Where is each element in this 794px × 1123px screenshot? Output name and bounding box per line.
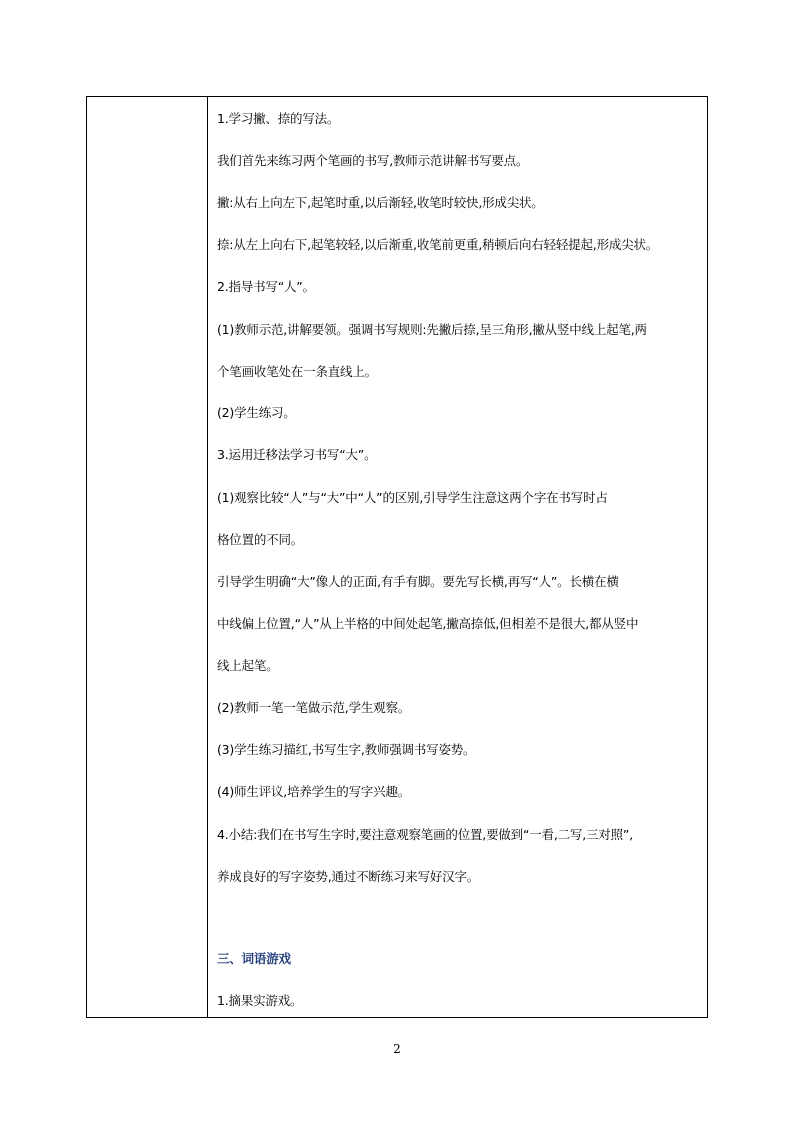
paragraph: 4.小结:我们在书写生字时,要注意观察笔画的位置,要做到“一看,二写,三对照”, bbox=[217, 827, 633, 842]
paragraph: 我们首先来练习两个笔画的书写,教师示范讲解书写要点。 bbox=[217, 153, 529, 168]
paragraph: (2)学生练习。 bbox=[217, 405, 296, 420]
paragraph: 3.运用迁移法学习书写“大”。 bbox=[217, 447, 377, 462]
paragraph: 个笔画收笔处在一条直线上。 bbox=[217, 364, 377, 379]
paragraph: 中线偏上位置,“人”从上半格的中间处起笔,撇高捺低,但相差不是很大,都从竖中 bbox=[217, 616, 639, 631]
paragraph: 引导学生明确“大”像人的正面,有手有脚。要先写长横,再写“人”。长横在横 bbox=[217, 574, 619, 589]
column-divider bbox=[207, 97, 208, 1017]
paragraph: (4)师生评议,培养学生的写字兴趣。 bbox=[217, 784, 411, 799]
page-number: 2 bbox=[393, 1042, 401, 1056]
paragraph: (1)教师示范,讲解要领。强调书写规则:先撇后捺,呈三角形,撇从竖中线上起笔,两 bbox=[217, 322, 647, 337]
lesson-table bbox=[86, 96, 708, 1018]
paragraph: 1.学习撇、捺的写法。 bbox=[217, 111, 340, 126]
left-empty-cell bbox=[87, 97, 207, 1017]
paragraph: (3)学生练习描红,书写生字,教师强调书写姿势。 bbox=[217, 742, 476, 757]
paragraph: 线上起笔。 bbox=[217, 658, 279, 673]
paragraph: 养成良好的写字姿势,通过不断练习来写好汉字。 bbox=[217, 869, 480, 884]
paragraph: 撇:从右上向左下,起笔时重,以后渐轻,收笔时较快,形成尖状。 bbox=[217, 195, 544, 210]
paragraph: 格位置的不同。 bbox=[217, 532, 304, 547]
paragraph: 2.指导书写“人”。 bbox=[217, 279, 315, 294]
paragraph: 1.摘果实游戏。 bbox=[217, 993, 303, 1008]
paragraph: 捺:从左上向右下,起笔较轻,以后渐重,收笔前更重,稍顿后向右轻轻提起,形成尖状。 bbox=[217, 237, 659, 252]
section-heading: 三、词语游戏 bbox=[217, 951, 291, 966]
paragraph: (1)观察比较“人”与“大”中“人”的区别,引导学生注意这两个字在书写时占 bbox=[217, 490, 608, 505]
paragraph: (2)教师一笔一笔做示范,学生观察。 bbox=[217, 700, 411, 715]
